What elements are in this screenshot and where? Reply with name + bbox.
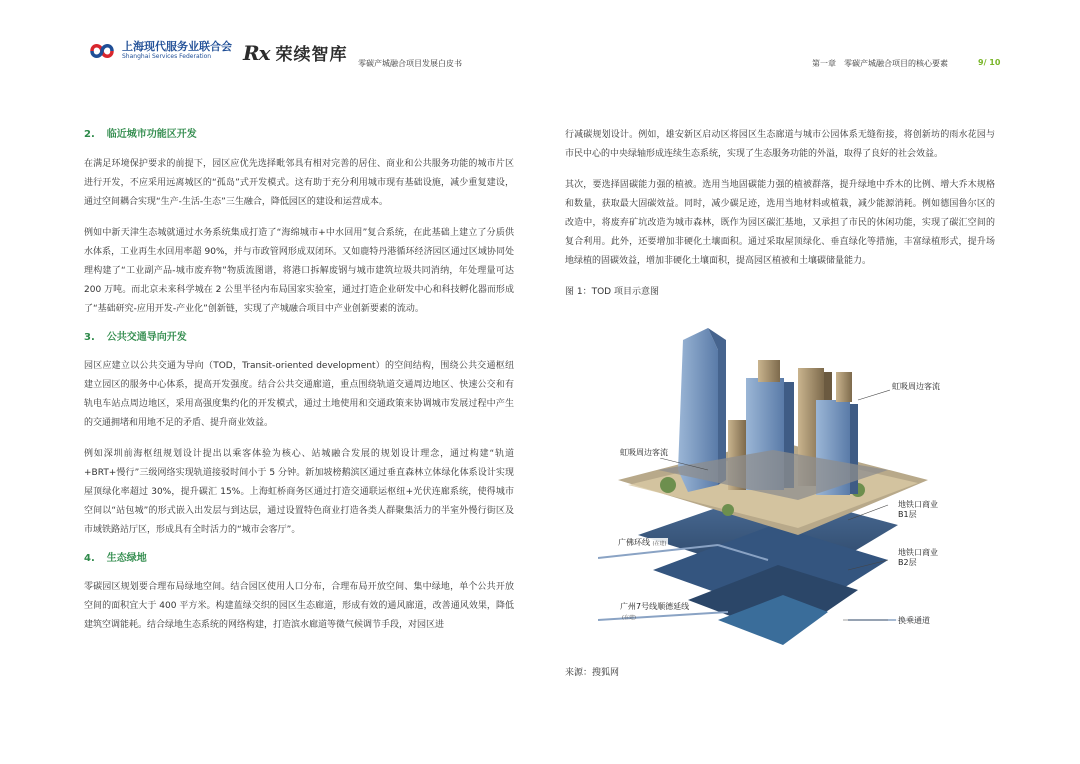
federation-mark-icon (88, 40, 116, 62)
think-tank-name: 荣续智库 (275, 45, 348, 65)
paragraph: 例如深圳前海枢纽规划设计提出以乘客体验为核心、站城融合发展的规划设计理念，通过构建“轨道+BRT+慢行”三级网络实现轨道接驳时间小于 5 分钟。新加坡榜鹅滨区通过垂直森林立体绿化体系设计实现屋顶绿化率超过 30%，提升碳汇 15%。上海虹桥商务区通过打造交通联运枢纽+光伏连廊系统，使得城市空间以“站包城”的形式嵌入出发层与到达层，通过设置特色商业打造各类人群聚集活力的半室外慢行街区及市域铁路站厅区，形成具有全时活力的“城市会客厅”。 (84, 449, 514, 535)
label-loop-line: 广佛环线 (在建) (618, 538, 667, 547)
rx-mark-icon: Rx (243, 40, 270, 65)
label-line7-sub: (在建) (622, 615, 636, 621)
paragraph: 例如中新天津生态城就通过水务系统集成打造了“海绵城市+中水回用”复合系统，在此基础上建立了分质供水体系，工业再生水回用率超 90%，并与市政管网形成双闭环。又如鹿特丹港循环经济园区通过区域协同处理构建了“工业副产品-城市废弃物”物质流图谱，将港口拆解废钢与城市建筑垃圾共同消纳，年处理量可达 200 万吨。而北京未来科学城在 2 公里半径内布局国家实验室，通过打造企业研发中心和科技孵化器而形成了“基础研究-应用开发-产业化”创新链，实现了产城融合项目中产业创新要素的流动。 (84, 228, 514, 314)
right-column (565, 126, 995, 302)
label-line7: 广州7号线顺德延线 (620, 602, 690, 611)
tod-figure (598, 320, 978, 648)
label-b2: 地铁口商业 B2层 (898, 548, 938, 567)
paragraph: 行减碳规划设计。例如，雄安新区启动区将园区生态廊道与城市公园体系无缝衔接，将创新坊的雨水花园与市民中心的中央绿轴形成连续生态系统，实现了生态服务功能的外溢，取得了良好的社会效益。 (565, 130, 995, 159)
federation-name-en: Shanghai Services Federation (122, 53, 212, 60)
paragraph: 园区应建立以公共交通为导向（TOD，Transit-oriented development）的空间结构，围绕公共交通枢纽建立园区的服务中心体系，提高开发强度。结合公共交通廊道，重点围绕轨道交通周边地区、快速公交和有轨电车站点周边地区，采用高强度集约化的开发模式，通过土地使用和交通政策来协调城市发展过程中产生的交通拥堵和用地不足的矛盾、提升商业效益。 (84, 361, 514, 428)
figure-source: 来源：搜狐网 (565, 668, 620, 678)
federation-name-cn: 上海现代服务业联合会 (122, 40, 232, 53)
label-b1: 地铁口商业 B1层 (898, 500, 938, 519)
think-tank-logo (243, 40, 348, 65)
page-header (0, 0, 1080, 80)
label-transfer: 换乘通道 (898, 616, 930, 625)
section-heading-2: 2. 临近城市功能区开发 (84, 129, 197, 140)
section-heading-4: 4. 生态绿地 (84, 553, 147, 564)
tod-illustration (598, 320, 978, 648)
paragraph: 零碳园区规划要合理布局绿地空间。结合园区使用人口分布，合理布局开放空间、集中绿地，单个公共开放空间的面积宜大于 400 平方米。构建蓝绿交织的园区生态廊道，形成有效的通风廊道，改善通风效果，降低建筑空调能耗。结合绿地生态系统的网络构建，打造滨水廊道等微气候调节手段，对园区进 (84, 582, 514, 630)
label-siphon-right: 虹吸周边客流 (892, 382, 940, 391)
page-number: 9/ 10 (978, 58, 1001, 67)
document-title: 零碳产城融合项目发展白皮书 (358, 59, 462, 68)
figure-caption: 图 1：TOD 项目示意图 (565, 287, 659, 297)
section-heading-3: 3. 公共交通导向开发 (84, 332, 187, 343)
paragraph: 在满足环境保护要求的前提下，园区应优先选择毗邻具有相对完善的居住、商业和公共服务功能的城市片区进行开发，不应采用远离城区的“孤岛”式开发模式。这有助于充分利用城市现有基础设施，减少重复建设，通过空间耦合实现“生产-生活-生态”三生融合，降低园区的建设和运营成本。 (84, 159, 514, 207)
federation-logo (88, 40, 232, 62)
paragraph: 其次，要选择固碳能力强的植被。选用当地固碳能力强的植被群落，提升绿地中乔木的比例、增大乔木规格和数量，获取最大固碳效益。同时，减少碳足迹，选用当地材料或植栽，减少能源消耗。例如德国鲁尔区的改造中，将废弃矿坑改造为城市森林，既作为园区碳汇基地，又承担了市民的休闲功能，实现了碳汇空间的复合利用。此外，还要增加非硬化土壤面积。通过采取屋顶绿化、垂直绿化等措施，丰富绿植形式，提升场地绿植的固碳效益，增加非硬化土壤面积，提高园区植被和土壤碳储量能力。 (565, 180, 995, 266)
label-siphon-left: 虹吸周边客流 (620, 448, 668, 457)
left-column (84, 128, 514, 635)
chapter-title: 第一章 零碳产城融合项目的核心要素 (812, 59, 948, 68)
